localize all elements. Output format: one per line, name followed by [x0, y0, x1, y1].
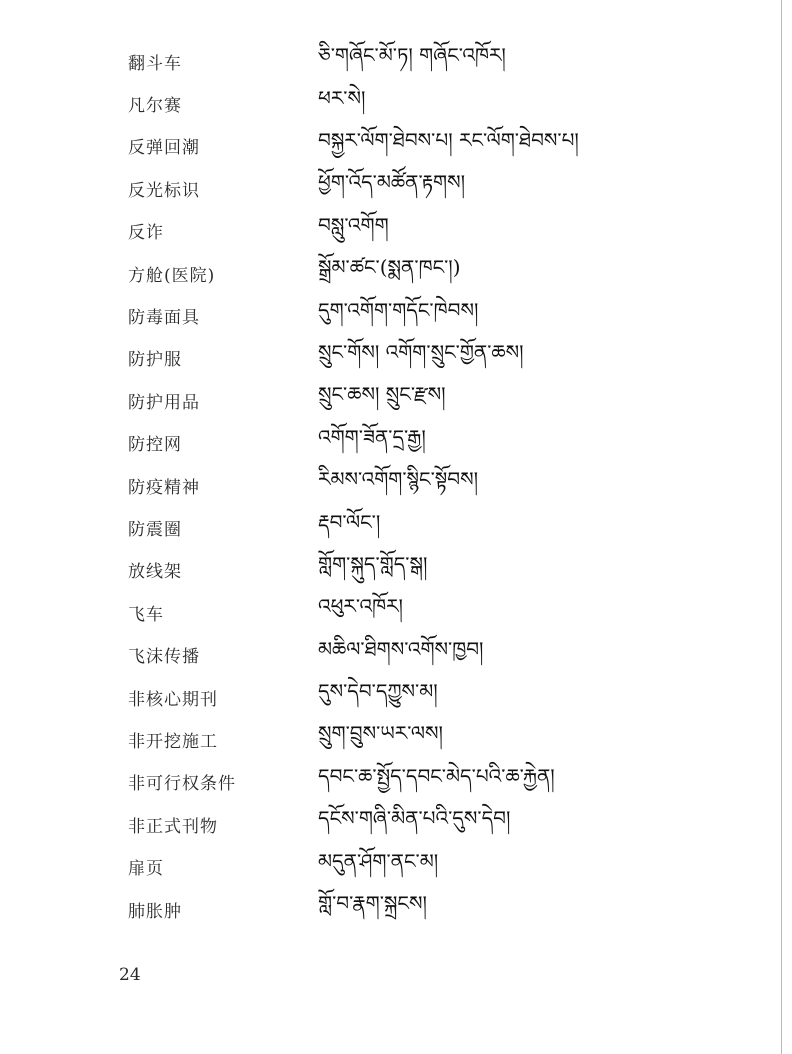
glossary-entry: [128, 379, 748, 421]
term-tibetan: སྲུང་ཆས། སྲུང་རྫས།: [318, 382, 446, 407]
term-chinese: 非正式刊物: [128, 816, 218, 837]
page-number: 24: [119, 965, 141, 985]
term-chinese: 防控网: [128, 435, 182, 456]
term-tibetan: ཕྱོག་འོད་མཚོན་རྟགས།: [318, 170, 466, 195]
term-tibetan: མཆིལ་ཐིགས་འགོས་ཁྱབ།: [318, 636, 484, 661]
term-chinese: 飞车: [128, 604, 164, 625]
term-tibetan: གློ་བ་རྣག་སྐྲངས།: [318, 891, 427, 916]
term-chinese: 肺胀肿: [128, 901, 182, 922]
term-chinese: 反诈: [128, 223, 164, 244]
term-tibetan: དབང་ཆ་སྤྱོད་དབང་མེད་པའི་ཆ་རྐྱེན།: [318, 763, 555, 788]
term-chinese: 反弹回潮: [128, 138, 200, 159]
term-tibetan: དངོས་གཞི་མིན་པའི་དུས་དེབ།: [318, 806, 511, 831]
glossary-list: [128, 40, 748, 930]
term-chinese: 非开挖施工: [128, 731, 218, 752]
term-tibetan: དུག་འགོག་གདོང་ཁེབས།: [318, 297, 479, 322]
term-tibetan: སྲུང་གོས། འགོག་སྲུང་གྱོན་ཆས།: [318, 339, 524, 364]
term-chinese: 放线架: [128, 562, 182, 583]
term-chinese: 翻斗车: [128, 53, 182, 74]
term-tibetan: རྡབ་ལོང་།: [318, 509, 381, 534]
term-tibetan: དུས་དེབ་དཀྱུས་མ།: [318, 679, 438, 704]
glossary-entry: [128, 633, 748, 675]
term-tibetan: འཕུར་འཁོར།: [318, 594, 403, 619]
term-tibetan: མདུན་ཤོག་ནང་མ།: [318, 848, 439, 873]
glossary-entry: [128, 167, 748, 209]
term-chinese: 飞沫传播: [128, 647, 200, 668]
term-chinese: 扉页: [128, 859, 164, 880]
term-chinese: 非可行权条件: [128, 774, 236, 795]
glossary-entry: [128, 845, 748, 887]
term-tibetan: གློག་སྐུད་གློད་སྒ།: [318, 551, 428, 576]
term-chinese: 方舱(医院): [128, 265, 216, 286]
term-chinese: 防疫精神: [128, 477, 200, 498]
term-chinese: 防护用品: [128, 392, 200, 413]
term-tibetan: སྲུག་བྲུས་ཡར་ལས།: [318, 721, 443, 746]
glossary-entry: [128, 549, 748, 591]
term-chinese: 防护服: [128, 350, 182, 371]
term-tibetan: བསླུ་འགོག: [318, 212, 389, 237]
term-tibetan: ཅི་གཞོང་མོ་ཏ། གཞོང་འཁོར།: [318, 43, 506, 68]
term-chinese: 防震圈: [128, 519, 182, 540]
page-edge-line: [781, 0, 782, 1054]
term-chinese: 反光标识: [128, 180, 200, 201]
glossary-entry: [128, 464, 748, 506]
term-tibetan: བསྐྱར་ལོག་ཐེབས་པ། རང་ལོག་ཐེབས་པ།: [318, 127, 579, 152]
term-tibetan: འགོག་ཟོན་དྲ་རྒྱ།: [318, 424, 426, 449]
term-tibetan: སྒྲོམ་ཚང་(སྨན་ཁང་།): [318, 255, 461, 280]
term-tibetan: ཕར་སེ།: [318, 85, 366, 110]
glossary-entry: [128, 40, 748, 82]
term-chinese: 非核心期刊: [128, 689, 218, 710]
term-tibetan: རིམས་འགོག་སྙིང་སྟོབས།: [318, 467, 479, 492]
term-chinese: 防毒面具: [128, 308, 200, 329]
term-chinese: 凡尔赛: [128, 96, 182, 117]
